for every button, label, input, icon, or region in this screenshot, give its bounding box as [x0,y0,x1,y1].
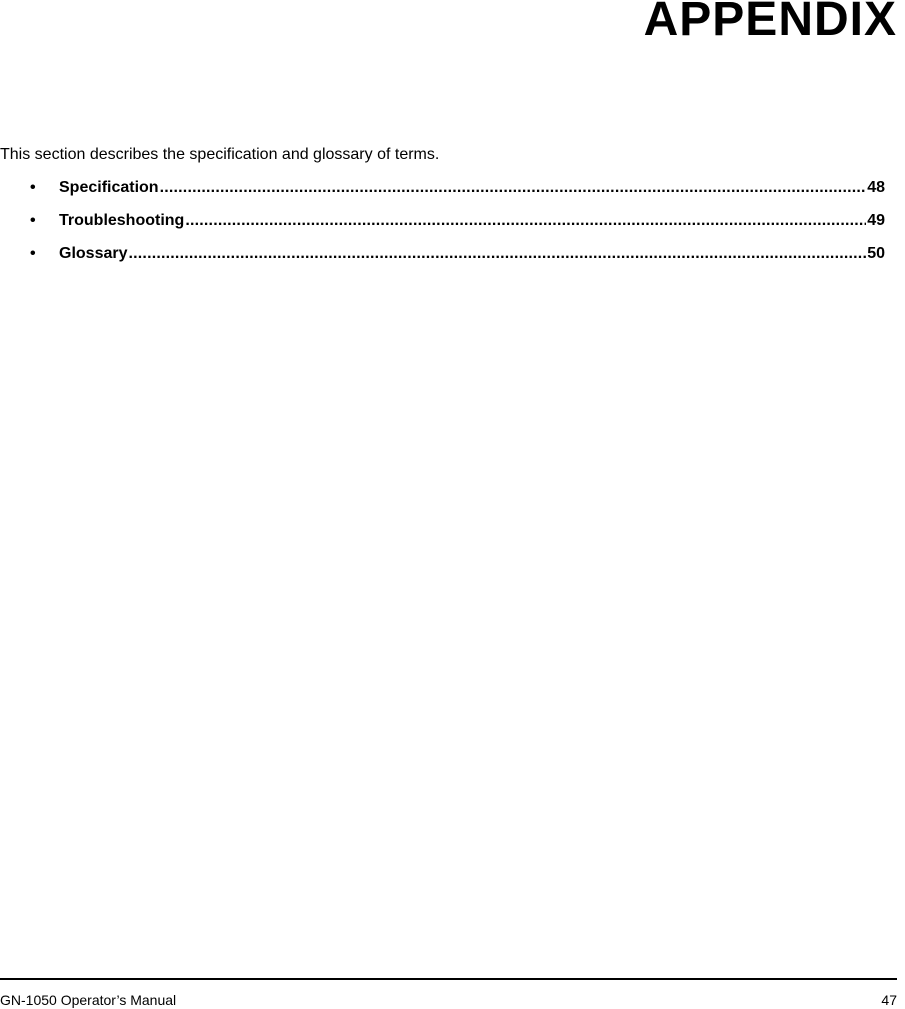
toc-item-troubleshooting[interactable] [30,211,885,231]
toc-item-label[interactable]: Troubleshooting [59,212,185,229]
dot-leader [185,211,866,231]
bullet-icon: • [30,245,36,262]
bullet-icon: • [30,179,36,196]
page-title: APPENDIX [643,0,897,46]
toc-item-page-number[interactable]: 48 [867,179,885,196]
toc-item-page-number[interactable]: 49 [867,212,885,229]
table-of-contents [30,178,885,277]
dot-leader [128,244,866,264]
toc-item-specification[interactable] [30,178,885,198]
footer-page-number: 47 [881,992,897,1008]
toc-item-glossary[interactable] [30,244,885,264]
dot-leader [160,178,867,198]
toc-item-label[interactable]: Glossary [59,245,128,262]
bullet-icon: • [30,212,36,229]
toc-item-page-number[interactable]: 50 [867,245,885,262]
footer-divider [0,978,897,980]
intro-paragraph: This section describes the specification and glossary of terms. [0,146,440,163]
footer-manual-name: GN-1050 Operator’s Manual [0,992,177,1008]
toc-item-label[interactable]: Specification [59,179,159,196]
